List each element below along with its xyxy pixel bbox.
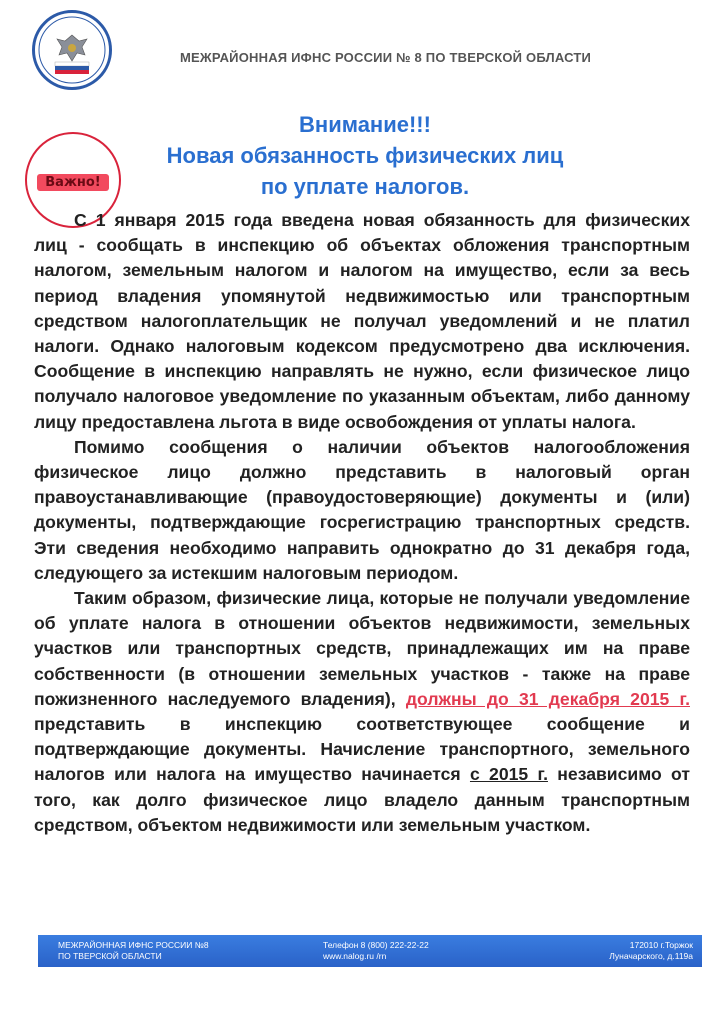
paragraph-2: [34, 435, 690, 586]
paragraph-3-part-a: Таким образом, физические лица, которые не получали уведомление об уплате налога в отношении объектов недвижимости, земельных участков или транспортных средств, принадлежащих им на праве собственности (в отношении земельных участков - также на праве пожизненного наследуемого владения),: [34, 588, 690, 709]
footer-address-line1: 172010 г.Торжок: [629, 940, 693, 950]
footer-org-line1: МЕЖРАЙОННАЯ ИФНС РОССИИ №8: [58, 940, 209, 950]
paragraph-1: С 1 января 2015 года введена новая обязанность для физических лиц - сообщать в инспекцию об объектах обложения транспортным налогом, земельным налогом и налогом на имущество, если за весь период владения упомянутой недвижимостью или транспортным средством налогоплательщик не получал уведомлений и не платил налоги. Однако налоговым кодексом предусмотрено два исключения. Сообщение в инспекцию направлять не нужно, если физическое лицо получало налоговое уведомление по указанным объектам, либо данному лицу предоставлена льгота в виде освобождения от уплаты налога.: [34, 210, 690, 432]
deadline-highlight: должны до 31 декабря 2015 г.: [405, 688, 690, 709]
stamp-label: Важно!: [37, 174, 109, 191]
eagle-icon: [35, 13, 109, 87]
footer-address: [568, 940, 693, 962]
fns-emblem: [32, 10, 112, 90]
paragraph-2-text: Помимо сообщения о наличии объектов налогообложения физическое лицо должно представить в налоговый орган правоустанавливающие (правоудостоверяющие) документы и (или) документы, подтверждающие госрегистрацию транспортных средств. Эти сведения необходимо направить однократно до 31 декабря года, следующего за истекшим налоговым периодом.: [34, 436, 690, 583]
title-main: Новая обязанность физических лиц: [166, 143, 564, 168]
footer-contacts: [323, 940, 523, 962]
title-attention: Внимание!!!: [299, 112, 431, 137]
title-block: [150, 110, 580, 202]
footer-bar: [38, 935, 702, 967]
footer-address-line2: Луначарского, д.119а: [609, 951, 693, 961]
start-year-highlight: с 2015 г.: [469, 764, 548, 785]
footer-phone: Телефон 8 (800) 222-22-22: [323, 940, 429, 950]
body-text: [34, 208, 690, 838]
paragraph-3-part-c: независимо от того, как долго физическое лицо владело данным транспортным средством, объектом недвижимости или земельным участком.: [34, 764, 690, 835]
paragraph-3: [34, 586, 690, 838]
footer-website[interactable]: www.nalog.ru /rn: [323, 951, 387, 961]
title-sub: по уплате налогов.: [260, 174, 470, 199]
paragraph-3-part-b: представить в инспекцию соответствующее сообщение и подтверждающие документы. Начисление транспортного, земельного налогов или налога на имущество начинается: [34, 714, 690, 785]
header-organization: МЕЖРАЙОННАЯ ИФНС РОССИИ № 8 ПО ТВЕРСКОЙ ОБЛАСТИ: [180, 50, 592, 65]
footer-organization: [58, 940, 298, 962]
footer-org-line2: ПО ТВЕРСКОЙ ОБЛАСТИ: [58, 951, 162, 961]
